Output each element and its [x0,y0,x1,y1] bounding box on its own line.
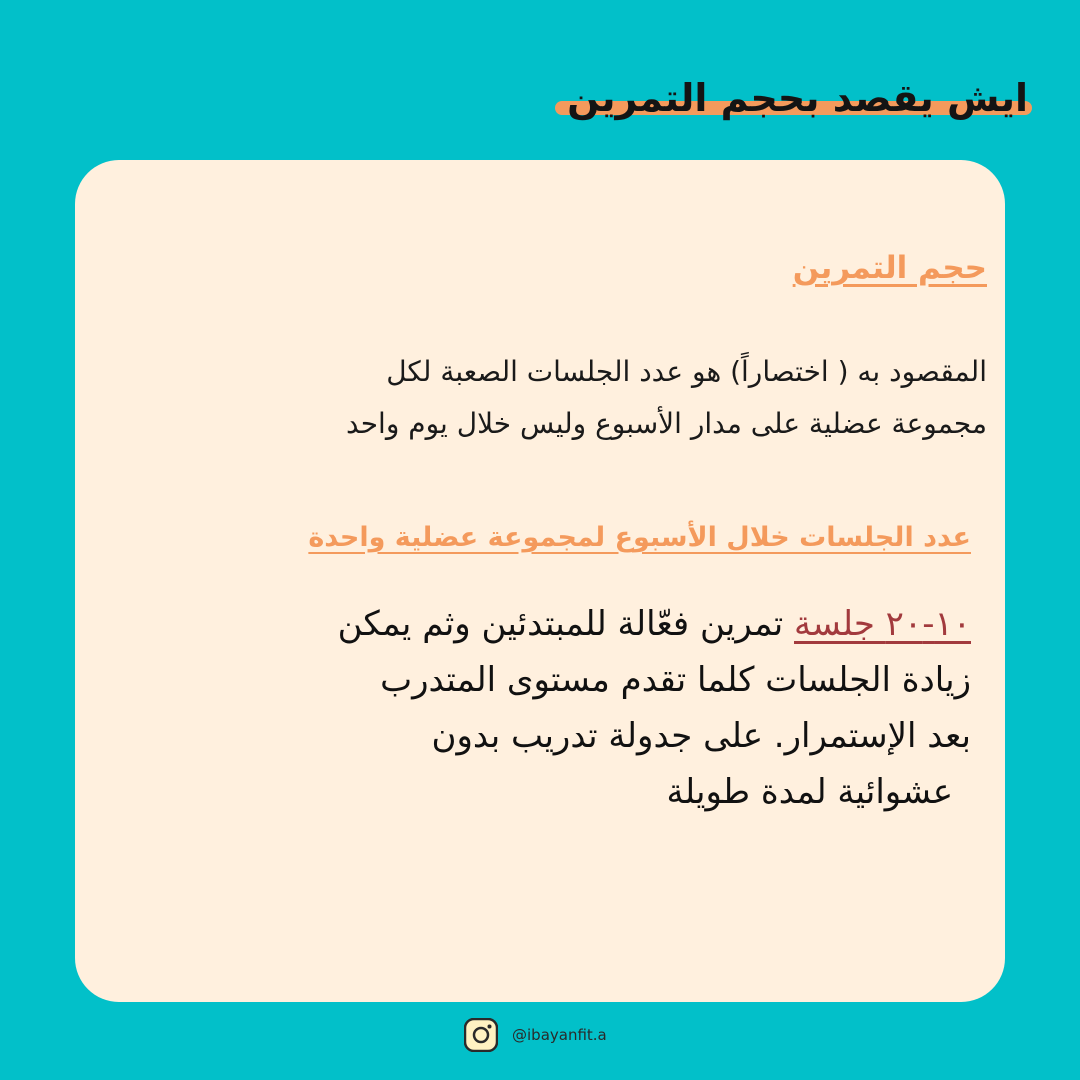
sessions-line-1 [191,596,971,652]
sessions-line-1-text: تمرين فعّالة للمبتدئين وثم يمكن [337,604,795,644]
sessions-line-3: بعد الإستمرار. على جدولة تدريب بدون [431,716,971,756]
definition-paragraph [147,346,987,450]
section-heading-sessions-per-week: عدد الجلسات خلال الأسبوع لمجموعة عضلية واحدة [308,522,971,553]
title-block [567,74,1028,123]
sessions-paragraph [191,596,971,820]
section-heading-training-volume: حجم التمرين [792,250,987,286]
content-card [75,160,1005,1002]
footer [464,1018,607,1052]
sessions-line-4: عشوائية لمدة طويلة [666,772,953,812]
sessions-highlight: ١٠-٢٠ جلسة [794,604,971,644]
page-title: ايش يقصد بحجم التمرين [567,76,1028,120]
definition-line-1: المقصود به ( اختصاراً) هو عدد الجلسات الصعبة لكل [386,355,987,388]
definition-line-2: مجموعة عضلية على مدار الأسبوع وليس خلال يوم واحد [346,407,987,440]
sessions-line-2: زيادة الجلسات كلما تقدم مستوى المتدرب [380,660,971,700]
instagram-icon[interactable] [464,1018,498,1052]
instagram-handle[interactable]: @ibayanfit.a [512,1026,607,1044]
